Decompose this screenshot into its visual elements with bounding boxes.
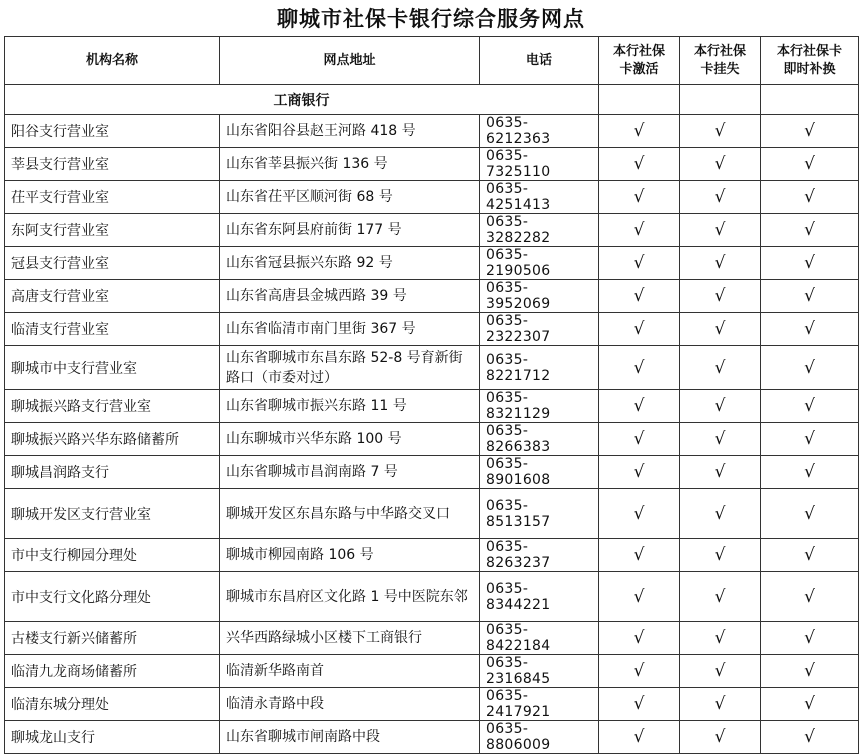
table-row <box>5 423 859 456</box>
loss-report-check-cell: √ <box>680 423 761 456</box>
branch-name-cell: 东阿支行营业室 <box>5 214 220 247</box>
loss-report-check-cell: √ <box>680 148 761 181</box>
instant-reissue-check-cell: √ <box>761 489 859 539</box>
phone-cell: 0635-2417921 <box>480 688 599 721</box>
branch-name-cell: 阳谷支行营业室 <box>5 115 220 148</box>
loss-report-check-cell: √ <box>680 115 761 148</box>
header-loss-report <box>680 37 761 85</box>
table-row <box>5 313 859 346</box>
loss-report-check-cell: √ <box>680 280 761 313</box>
table-row <box>5 572 859 622</box>
page-title: 聊城市社保卡银行综合服务网点 <box>277 7 585 31</box>
table-row <box>5 655 859 688</box>
loss-report-check-cell: √ <box>680 456 761 489</box>
section-empty-cell <box>680 85 761 115</box>
branch-name-cell: 聊城振兴路兴华东路储蓄所 <box>5 423 220 456</box>
activation-check-cell: √ <box>599 721 680 754</box>
table-row <box>5 622 859 655</box>
phone-cell: 0635-3282282 <box>480 214 599 247</box>
header-address: 网点地址 <box>220 37 480 85</box>
header-name: 机构名称 <box>5 37 220 85</box>
address-cell: 山东省东阿县府前街 177 号 <box>220 214 480 247</box>
phone-cell: 0635-2316845 <box>480 655 599 688</box>
service-points-table <box>4 36 859 754</box>
branch-name-cell: 莘县支行营业室 <box>5 148 220 181</box>
phone-cell: 0635-2322307 <box>480 313 599 346</box>
phone-cell: 0635-2190506 <box>480 247 599 280</box>
loss-report-check-cell: √ <box>680 313 761 346</box>
address-cell: 山东省聊城市闸南路中段 <box>220 721 480 754</box>
phone-cell: 0635-8806009 <box>480 721 599 754</box>
instant-reissue-check-cell: √ <box>761 247 859 280</box>
activation-check-cell: √ <box>599 688 680 721</box>
table-row <box>5 115 859 148</box>
loss-report-check-cell: √ <box>680 622 761 655</box>
loss-report-check-cell: √ <box>680 214 761 247</box>
phone-cell: 0635-8263237 <box>480 539 599 572</box>
instant-reissue-check-cell: √ <box>761 539 859 572</box>
instant-reissue-check-cell: √ <box>761 346 859 390</box>
activation-check-cell: √ <box>599 148 680 181</box>
phone-cell: 0635-8344221 <box>480 572 599 622</box>
phone-cell: 0635-8266383 <box>480 423 599 456</box>
instant-reissue-check-cell: √ <box>761 313 859 346</box>
address-cell: 山东省茌平区顺河街 68 号 <box>220 181 480 214</box>
address-cell: 临清永青路中段 <box>220 688 480 721</box>
table-row <box>5 148 859 181</box>
instant-reissue-check-cell: √ <box>761 181 859 214</box>
instant-reissue-check-cell: √ <box>761 456 859 489</box>
phone-cell: 0635-7325110 <box>480 148 599 181</box>
address-cell: 山东省临清市南门里街 367 号 <box>220 313 480 346</box>
activation-check-cell: √ <box>599 572 680 622</box>
activation-check-cell: √ <box>599 181 680 214</box>
phone-cell: 0635-8422184 <box>480 622 599 655</box>
activation-check-cell: √ <box>599 456 680 489</box>
branch-name-cell: 聊城龙山支行 <box>5 721 220 754</box>
header-activation <box>599 37 680 85</box>
phone-cell: 0635-3952069 <box>480 280 599 313</box>
header-instant-reissue <box>761 37 859 85</box>
instant-reissue-check-cell: √ <box>761 214 859 247</box>
loss-report-check-cell: √ <box>680 688 761 721</box>
instant-reissue-check-cell: √ <box>761 721 859 754</box>
phone-cell: 0635-6212363 <box>480 115 599 148</box>
address-cell: 山东省高唐县金城西路 39 号 <box>220 280 480 313</box>
table-row <box>5 539 859 572</box>
table-row <box>5 390 859 423</box>
activation-check-cell: √ <box>599 539 680 572</box>
loss-report-check-cell: √ <box>680 346 761 390</box>
address-cell: 兴华西路绿城小区楼下工商银行 <box>220 622 480 655</box>
instant-reissue-check-cell: √ <box>761 688 859 721</box>
loss-report-check-cell: √ <box>680 390 761 423</box>
header-activation-line1: 本行社保 <box>612 43 665 59</box>
activation-check-cell: √ <box>599 214 680 247</box>
activation-check-cell: √ <box>599 313 680 346</box>
phone-cell: 0635-8901608 <box>480 456 599 489</box>
activation-check-cell: √ <box>599 622 680 655</box>
branch-name-cell: 临清九龙商场储蓄所 <box>5 655 220 688</box>
activation-check-cell: √ <box>599 115 680 148</box>
address-cell: 山东省冠县振兴东路 92 号 <box>220 247 480 280</box>
activation-check-cell: √ <box>599 390 680 423</box>
branch-name-cell: 茌平支行营业室 <box>5 181 220 214</box>
phone-cell: 0635-8321129 <box>480 390 599 423</box>
address-cell: 山东聊城市兴华东路 100 号 <box>220 423 480 456</box>
branch-name-cell: 古楼支行新兴储蓄所 <box>5 622 220 655</box>
branch-name-cell: 聊城振兴路支行营业室 <box>5 390 220 423</box>
table-row <box>5 456 859 489</box>
branch-name-cell: 冠县支行营业室 <box>5 247 220 280</box>
address-cell: 山东省聊城市振兴东路 11 号 <box>220 390 480 423</box>
phone-cell: 0635-8513157 <box>480 489 599 539</box>
header-phone: 电话 <box>480 37 599 85</box>
address-cell: 临清新华路南首 <box>220 655 480 688</box>
address-cell: 山东省莘县振兴街 136 号 <box>220 148 480 181</box>
loss-report-check-cell: √ <box>680 721 761 754</box>
branch-name-cell: 聊城昌润路支行 <box>5 456 220 489</box>
loss-report-check-cell: √ <box>680 572 761 622</box>
instant-reissue-check-cell: √ <box>761 423 859 456</box>
header-reissue-line1: 本行社保卡 <box>776 43 842 59</box>
instant-reissue-check-cell: √ <box>761 280 859 313</box>
branch-name-cell: 市中支行文化路分理处 <box>5 572 220 622</box>
branch-name-cell: 高唐支行营业室 <box>5 280 220 313</box>
phone-cell: 0635-8221712 <box>480 346 599 390</box>
loss-report-check-cell: √ <box>680 539 761 572</box>
header-activation-line2: 卡激活 <box>619 61 659 77</box>
instant-reissue-check-cell: √ <box>761 572 859 622</box>
instant-reissue-check-cell: √ <box>761 115 859 148</box>
section-empty-cell <box>599 85 680 115</box>
table-row <box>5 280 859 313</box>
address-cell: 聊城市柳园南路 106 号 <box>220 539 480 572</box>
phone-cell: 0635-4251413 <box>480 181 599 214</box>
table-row <box>5 181 859 214</box>
branch-name-cell: 临清东城分理处 <box>5 688 220 721</box>
section-label: 工商银行 <box>5 85 599 115</box>
address-cell: 聊城市东昌府区文化路 1 号中医院东邻 <box>220 572 480 622</box>
instant-reissue-check-cell: √ <box>761 390 859 423</box>
table-row <box>5 346 859 390</box>
loss-report-check-cell: √ <box>680 655 761 688</box>
table-row <box>5 721 859 754</box>
table-row <box>5 247 859 280</box>
activation-check-cell: √ <box>599 489 680 539</box>
branch-name-cell: 临清支行营业室 <box>5 313 220 346</box>
loss-report-check-cell: √ <box>680 247 761 280</box>
section-row <box>5 85 859 115</box>
loss-report-check-cell: √ <box>680 181 761 214</box>
branch-name-cell: 市中支行柳园分理处 <box>5 539 220 572</box>
loss-report-check-cell: √ <box>680 489 761 539</box>
activation-check-cell: √ <box>599 280 680 313</box>
header-loss-line1: 本行社保 <box>693 43 746 59</box>
table-row <box>5 489 859 539</box>
activation-check-cell: √ <box>599 423 680 456</box>
instant-reissue-check-cell: √ <box>761 622 859 655</box>
instant-reissue-check-cell: √ <box>761 148 859 181</box>
address-cell: 聊城开发区东昌东路与中华路交叉口 <box>220 489 480 539</box>
branch-name-cell: 聊城市中支行营业室 <box>5 346 220 390</box>
table-row <box>5 688 859 721</box>
address-cell: 山东省阳谷县赵王河路 418 号 <box>220 115 480 148</box>
activation-check-cell: √ <box>599 346 680 390</box>
address-cell: 山东省聊城市昌润南路 7 号 <box>220 456 480 489</box>
address-cell: 山东省聊城市东昌东路 52-8 号育新街路口（市委对过） <box>220 346 480 390</box>
activation-check-cell: √ <box>599 247 680 280</box>
header-loss-line2: 卡挂失 <box>700 61 740 77</box>
table-row <box>5 214 859 247</box>
activation-check-cell: √ <box>599 655 680 688</box>
header-reissue-line2: 即时补换 <box>783 61 836 77</box>
section-empty-cell <box>761 85 859 115</box>
instant-reissue-check-cell: √ <box>761 655 859 688</box>
branch-name-cell: 聊城开发区支行营业室 <box>5 489 220 539</box>
header-row <box>5 37 859 85</box>
